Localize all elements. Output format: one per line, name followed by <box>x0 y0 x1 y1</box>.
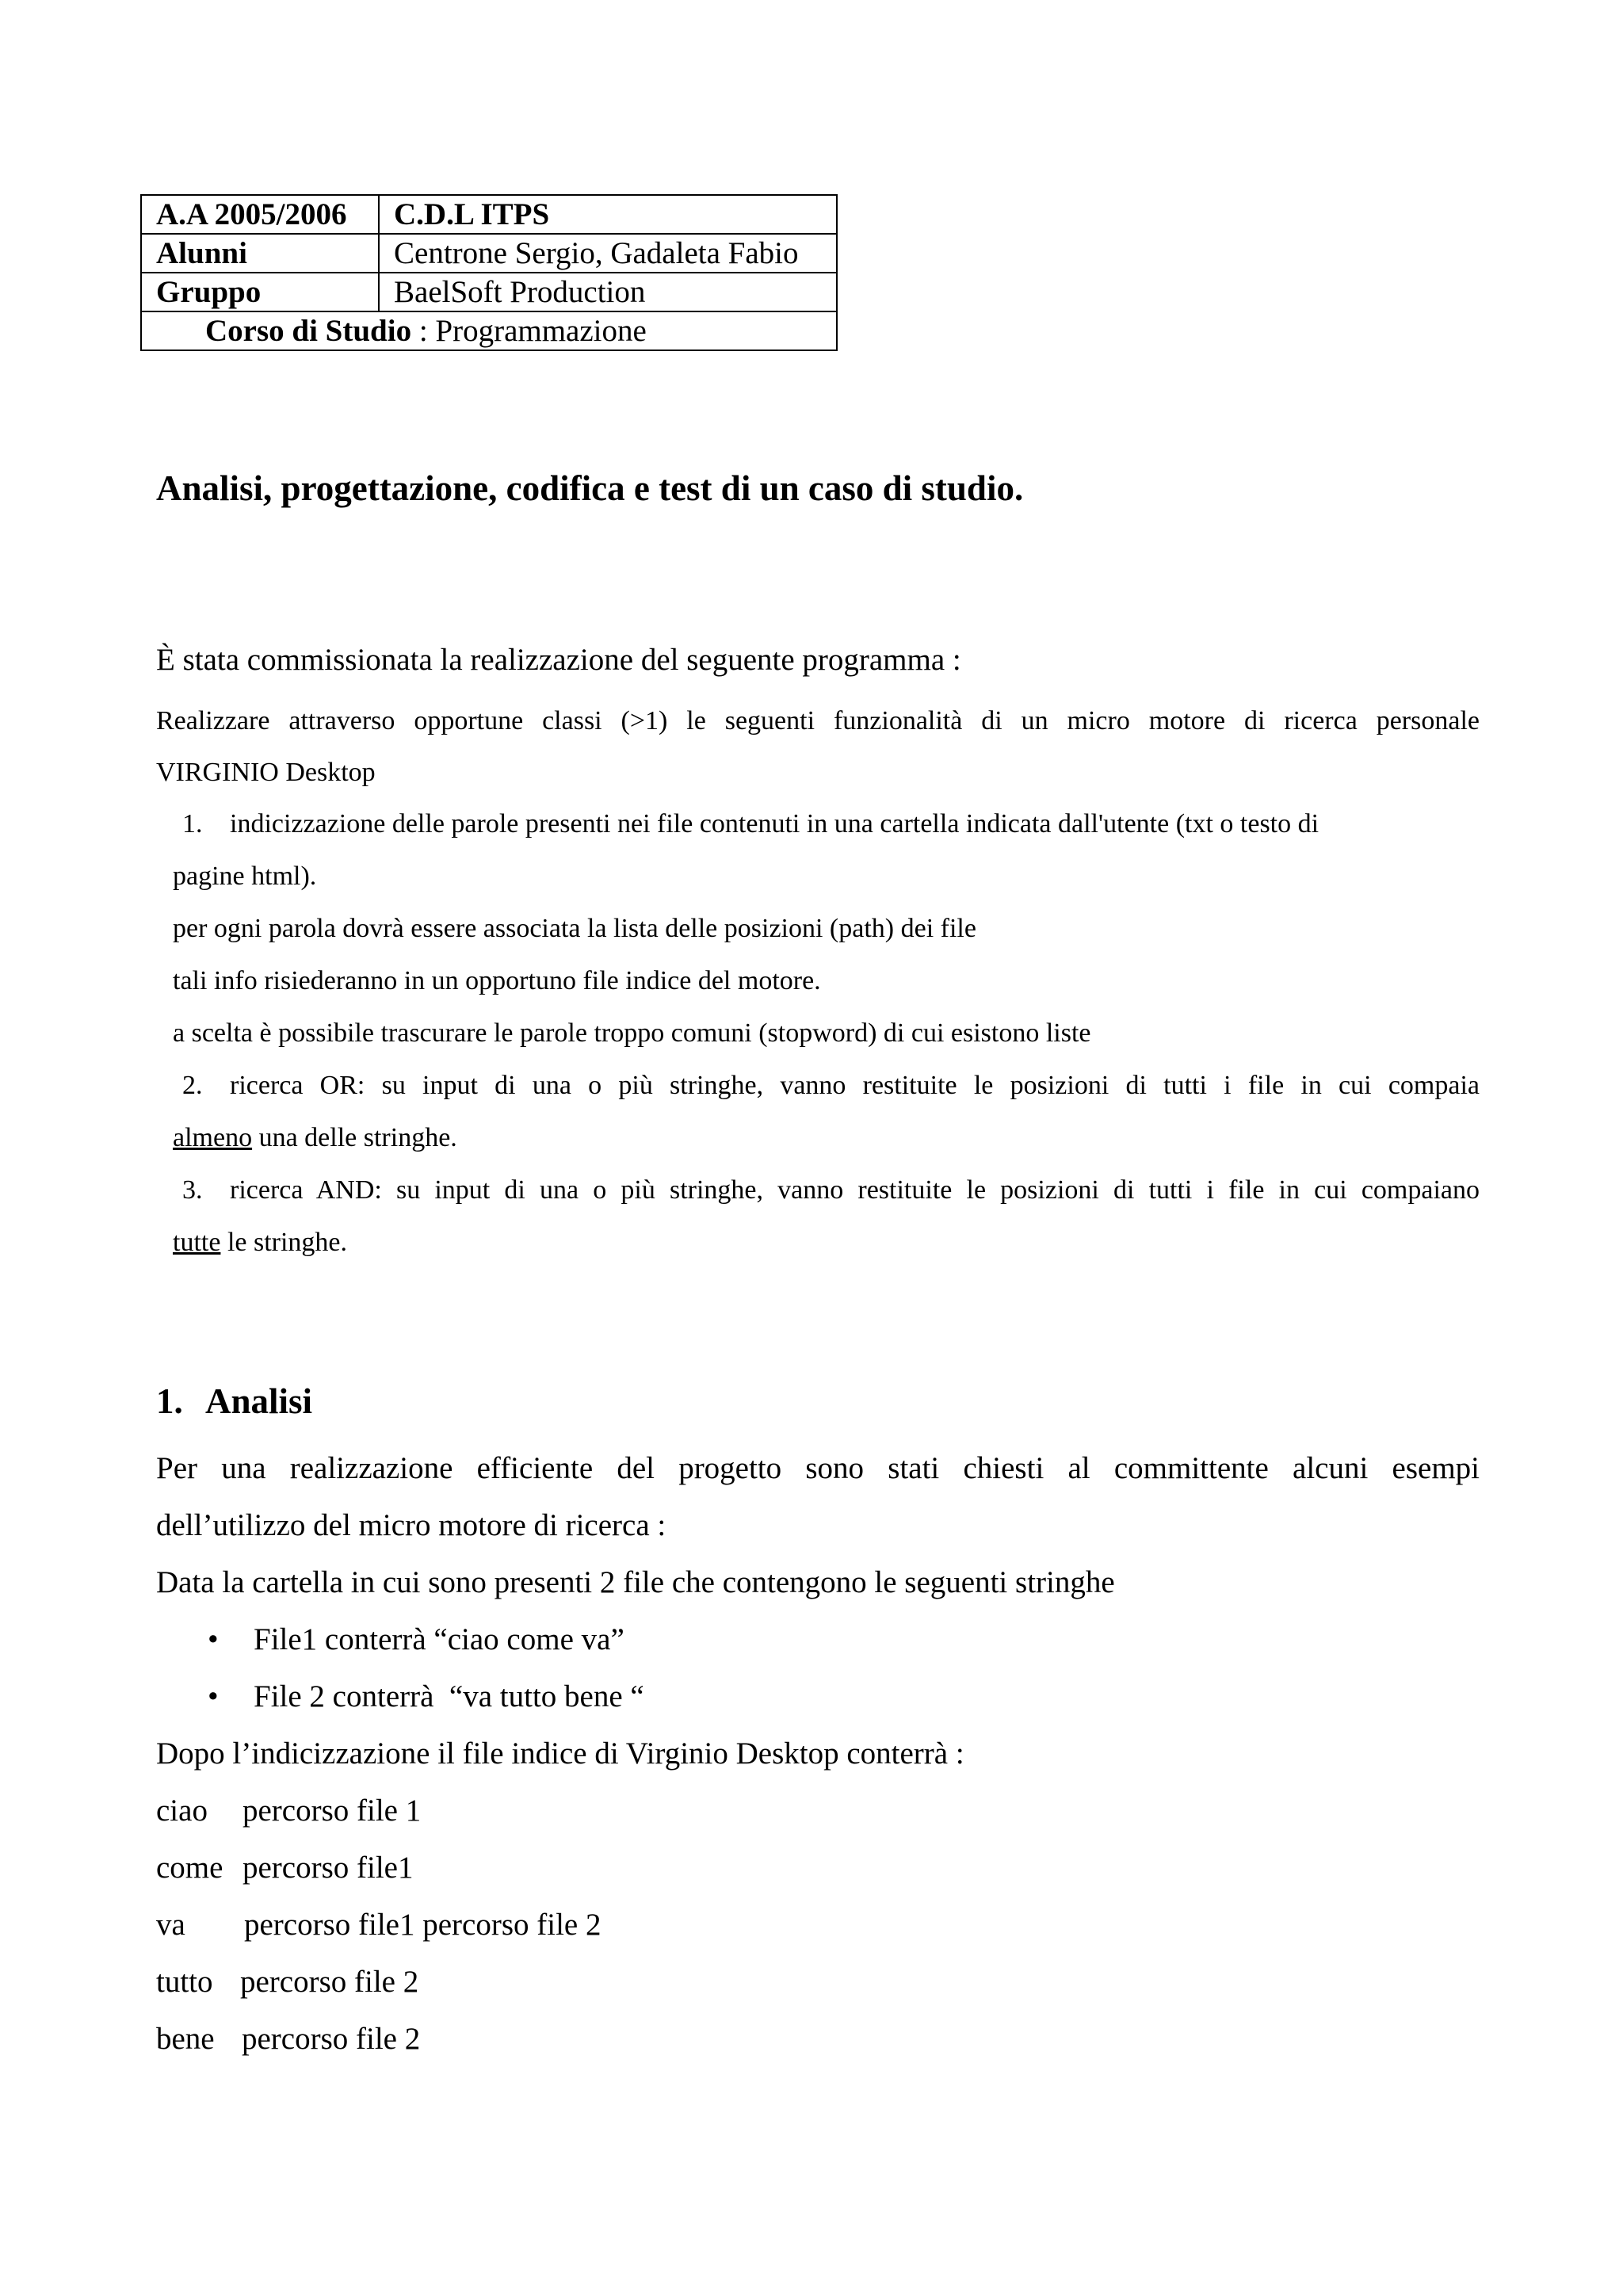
item-2-number: 2. <box>182 1071 203 1100</box>
item-1-line-1: indicizzazione delle parole presenti nei file contenuti in una cartella indicata dall'utente (txt o testo di <box>230 809 1319 839</box>
section-title: Analisi <box>205 1381 313 1421</box>
students-label-cell: Alunni <box>141 234 379 273</box>
item-1-note-1: per ogni parola dovrà essere associata la lista delle posizioni (path) dei file <box>173 914 976 943</box>
course-value: : Programmazione <box>411 313 647 348</box>
index-entry <box>156 2021 420 2057</box>
table-row <box>141 311 837 350</box>
group-label-cell: Gruppo <box>141 273 379 311</box>
list-item: File1 conterrà “ciao come va” <box>254 1622 624 1656</box>
analisi-paragraph-2: Data la cartella in cui sono presenti 2 file che contengono le seguenti stringhe <box>156 1565 1115 1599</box>
index-word: tutto <box>156 1965 213 1999</box>
course-of-study-cell <box>141 311 837 350</box>
index-paths: percorso file 2 <box>242 2022 421 2056</box>
degree-course-cell: C.D.L ITPS <box>379 195 837 234</box>
course-info-table <box>140 194 838 351</box>
requirements-lead <box>156 705 1480 737</box>
item-3-number: 3. <box>182 1175 203 1205</box>
item-1-line-2: pagine html). <box>173 861 317 891</box>
item-2-emphasis: almeno <box>173 1123 253 1152</box>
item-2-line-1: ricerca OR: su input di una o più stringhe, vanno restituite le posizioni di tutti i file in cui compaia <box>230 1071 1480 1100</box>
section-heading-analisi <box>156 1379 312 1423</box>
index-entry <box>156 1793 421 1829</box>
index-paths: percorso file 1 <box>242 1794 422 1828</box>
intro-sentence: È stata commissionata la realizzazione del seguente programma : <box>156 643 961 677</box>
index-paths: percorso file1 percorso file 2 <box>244 1908 601 1942</box>
item-1-note-3: a scelta è possibile trascurare le parole troppo comuni (stopword) di cui esistono liste <box>173 1018 1091 1048</box>
requirements-lead-line-1: Realizzare attraverso opportune classi (>1) le seguenti funzionalità di un micro motore di ricerca personale <box>156 706 1480 735</box>
analisi-paragraph-line-1: Per una realizzazione efficiente del progetto sono stati chiesti al committente alcuni esempi <box>156 1451 1480 1485</box>
bullet-icon: • <box>208 1679 219 1713</box>
section-number: 1. <box>156 1381 183 1421</box>
item-2-line-1-wrap <box>230 1070 1480 1102</box>
item-1-note-2: tali info risiederanno in un opportuno file indice del motore. <box>173 966 821 995</box>
index-paths: percorso file 2 <box>240 1965 419 1999</box>
course-label: Corso di Studio <box>205 313 412 348</box>
analisi-paragraph-line-2: dell’utilizzo del micro motore di ricerca : <box>156 1508 666 1542</box>
index-entry <box>156 1964 418 2000</box>
table-row <box>141 195 837 234</box>
index-entry <box>156 1907 601 1943</box>
group-value-cell: BaelSoft Production <box>379 273 837 311</box>
index-paths: percorso file1 <box>242 1851 414 1885</box>
item-3-line-1-wrap <box>230 1175 1480 1206</box>
table-row <box>141 273 837 311</box>
document-title: Analisi, progettazione, codifica e test di un caso di studio. <box>156 468 1024 508</box>
index-word: ciao <box>156 1794 208 1828</box>
item-3-line-2-rest: le stringhe. <box>220 1228 348 1257</box>
index-word: va <box>156 1908 185 1942</box>
item-2-line-2 <box>173 1122 1496 1154</box>
item-3-line-1: ricerca AND: su input di una o più stringhe, vanno restituite le posizioni di tutti i file in cui compaiano <box>230 1175 1480 1205</box>
item-3-line-2 <box>173 1227 1496 1259</box>
list-item: File 2 conterrà “va tutto bene “ <box>254 1679 644 1713</box>
table-row <box>141 234 837 273</box>
students-value-cell: Centrone Sergio, Gadaleta Fabio <box>379 234 837 273</box>
academic-year-cell: A.A 2005/2006 <box>141 195 379 234</box>
requirements-lead-line-2: VIRGINIO Desktop <box>156 758 376 787</box>
index-word: come <box>156 1851 223 1885</box>
analisi-paragraph-3: Dopo l’indicizzazione il file indice di Virginio Desktop conterrà : <box>156 1736 964 1771</box>
bullet-icon: • <box>208 1622 219 1656</box>
item-3-emphasis: tutte <box>173 1228 221 1257</box>
item-1-number: 1. <box>182 809 203 839</box>
index-entry <box>156 1850 414 1886</box>
index-word: bene <box>156 2022 215 2056</box>
item-2-line-2-rest: una delle stringhe. <box>252 1123 457 1152</box>
